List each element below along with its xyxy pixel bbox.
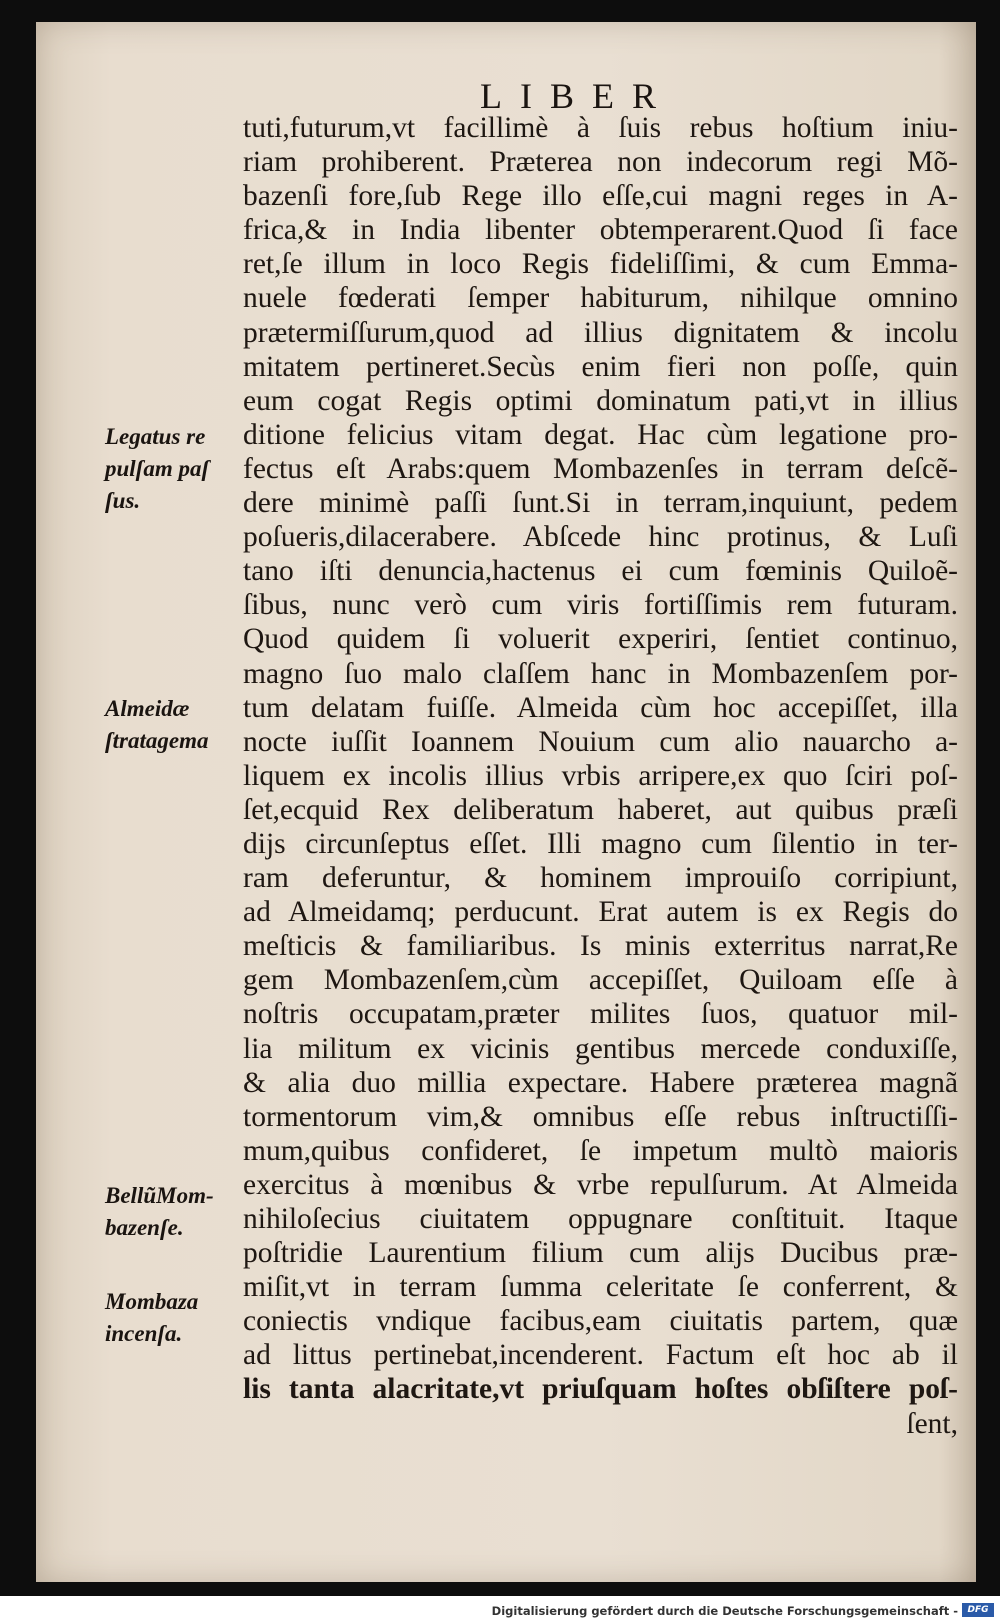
text-line: nocte iuſſit Ioannem Nouium cum alio nauarcho a- <box>243 725 958 758</box>
text-line: fectus eſt Arabs:quem Mombazenſes in terram deſcẽ- <box>243 452 958 485</box>
text-line: mitatem pertineret.Secùs enim fieri non poſſe, quin <box>243 350 958 383</box>
margin-note-line: Almeidæ <box>105 696 190 721</box>
text-line: ditione felicius vitam degat. Hac cùm legatione pro- <box>243 418 958 451</box>
text-line: ad littus pertinebat,incenderent. Factum eſt hoc ab il <box>243 1339 958 1372</box>
text-line: bazenſi fore,ſub Rege illo eſſe,cui magni reges in A- <box>243 180 958 213</box>
text-line: tum delatam fuiſſe. Almeida cùm hoc accepiſſet, illa <box>243 691 958 724</box>
text-line: prætermiſſurum,quod ad illius dignitatem & incolu <box>243 316 958 349</box>
margin-note-bellum <box>105 1180 240 1244</box>
text-line: dijs circunſeptus eſſet. Illi magno cum ſilentio in ter- <box>243 827 958 860</box>
text-line: eum cogat Regis optimi dominatum pati,vt in illius <box>243 384 958 417</box>
text-line: miſit,vt in terram ſumma celeritate ſe conferrent, & <box>243 1271 958 1304</box>
margin-note-legatus <box>105 421 240 517</box>
margin-note-line: Mombaza <box>105 1289 199 1314</box>
text-line: dere minimè paſſi ſunt.Si in terram,inquiunt, pedem <box>243 487 958 520</box>
dfg-logo: DFG <box>962 1603 994 1617</box>
text-line: lia militum ex vicinis gentibus mercede conduxiſſe, <box>243 1032 958 1065</box>
text-line: liquem ex incolis illius vrbis arripere,ex quo ſciri poſ- <box>243 759 958 792</box>
margin-note-line: Legatus re <box>105 424 206 449</box>
text-line: ſent, <box>906 1407 958 1440</box>
text-line: riam prohiberent. Præterea non indecorum regi Mõ- <box>243 146 958 179</box>
text-line: tuti,futurum,vt facillimè à ſuis rebus hoſtium iniu- <box>243 112 958 144</box>
text-line: tormentorum vim,& omnibus eſſe rebus inſtructiſſi- <box>243 1100 958 1133</box>
text-line: poſueris,dilacerabere. Abſcede hinc protinus, & Luſi <box>243 521 958 554</box>
margin-note-line: bazenſe. <box>105 1215 184 1240</box>
text-line: meſticis & familiaribus. Is minis exterritus narrat,Re <box>243 930 958 963</box>
text-line: mum,quibus confideret, ſe impetum multò maioris <box>243 1134 958 1167</box>
text-line: magno ſuo malo claſſem hanc in Mombazenſem por- <box>243 657 958 690</box>
text-line: exercitus à mœnibus & vrbe repulſurum. At Almeida <box>243 1168 958 1201</box>
text-line: ret,ſe illum in loco Regis fideliſſimi, & cum Emma- <box>243 248 958 281</box>
text-line: frica,& in India libenter obtemperarent.Quod ſi face <box>243 214 958 247</box>
margin-note-line: ſus. <box>105 488 141 513</box>
margin-note-line: pulſam paſ <box>105 456 210 481</box>
body-text <box>243 111 958 1441</box>
margin-note-mombaza <box>105 1286 240 1350</box>
funding-credit: Digitalisierung gefördert durch die Deutsche Forschungsgemeinschaft - <box>491 1604 958 1618</box>
text-line: nuele fœderati ſemper habiturum, nihilque omnino <box>243 282 958 315</box>
margin-note-line: ſtratagema <box>105 728 209 753</box>
text-line: ram deferuntur, & hominem improuiſo corripiunt, <box>243 862 958 895</box>
text-line: poſtridie Laurentium filium cum alijs Ducibus præ- <box>243 1237 958 1270</box>
text-line: tano iſti denuncia,hactenus ei cum fœminis Quiloẽ- <box>243 555 958 588</box>
text-line: nihiloſecius ciuitatem oppugnare conſtituit. Itaque <box>243 1203 958 1235</box>
text-line: gem Mombazenſem,cùm accepiſſet, Quiloam eſſe à <box>243 964 958 997</box>
text-line: ad Almeidamq; perducunt. Erat autem is ex Regis do <box>243 896 958 929</box>
running-header: LIBER <box>480 76 674 116</box>
text-line: lis tanta alacritate,vt priuſquam hoſtes obſiſtere poſ- <box>243 1373 958 1406</box>
text-line: Quod quidem ſi voluerit experiri, ſentiet continuo, <box>243 623 958 656</box>
text-line: noſtris occupatam,præter milites ſuos, quatuor mil- <box>243 998 958 1031</box>
text-line: coniectis vndique facibus,eam ciuitatis partem, quæ <box>243 1305 958 1338</box>
text-line: ſet,ecquid Rex deliberatum haberet, aut quibus præſi <box>243 793 958 826</box>
text-line: & alia duo millia expectare. Habere præterea magnã <box>243 1066 958 1099</box>
text-line: ſibus, nunc verò cum viris fortiſſimis rem futuram. <box>243 589 958 622</box>
margin-note-line: incenſa. <box>105 1321 183 1346</box>
margin-note-line: BellũMom- <box>105 1183 214 1208</box>
margin-note-almeida <box>105 693 240 757</box>
